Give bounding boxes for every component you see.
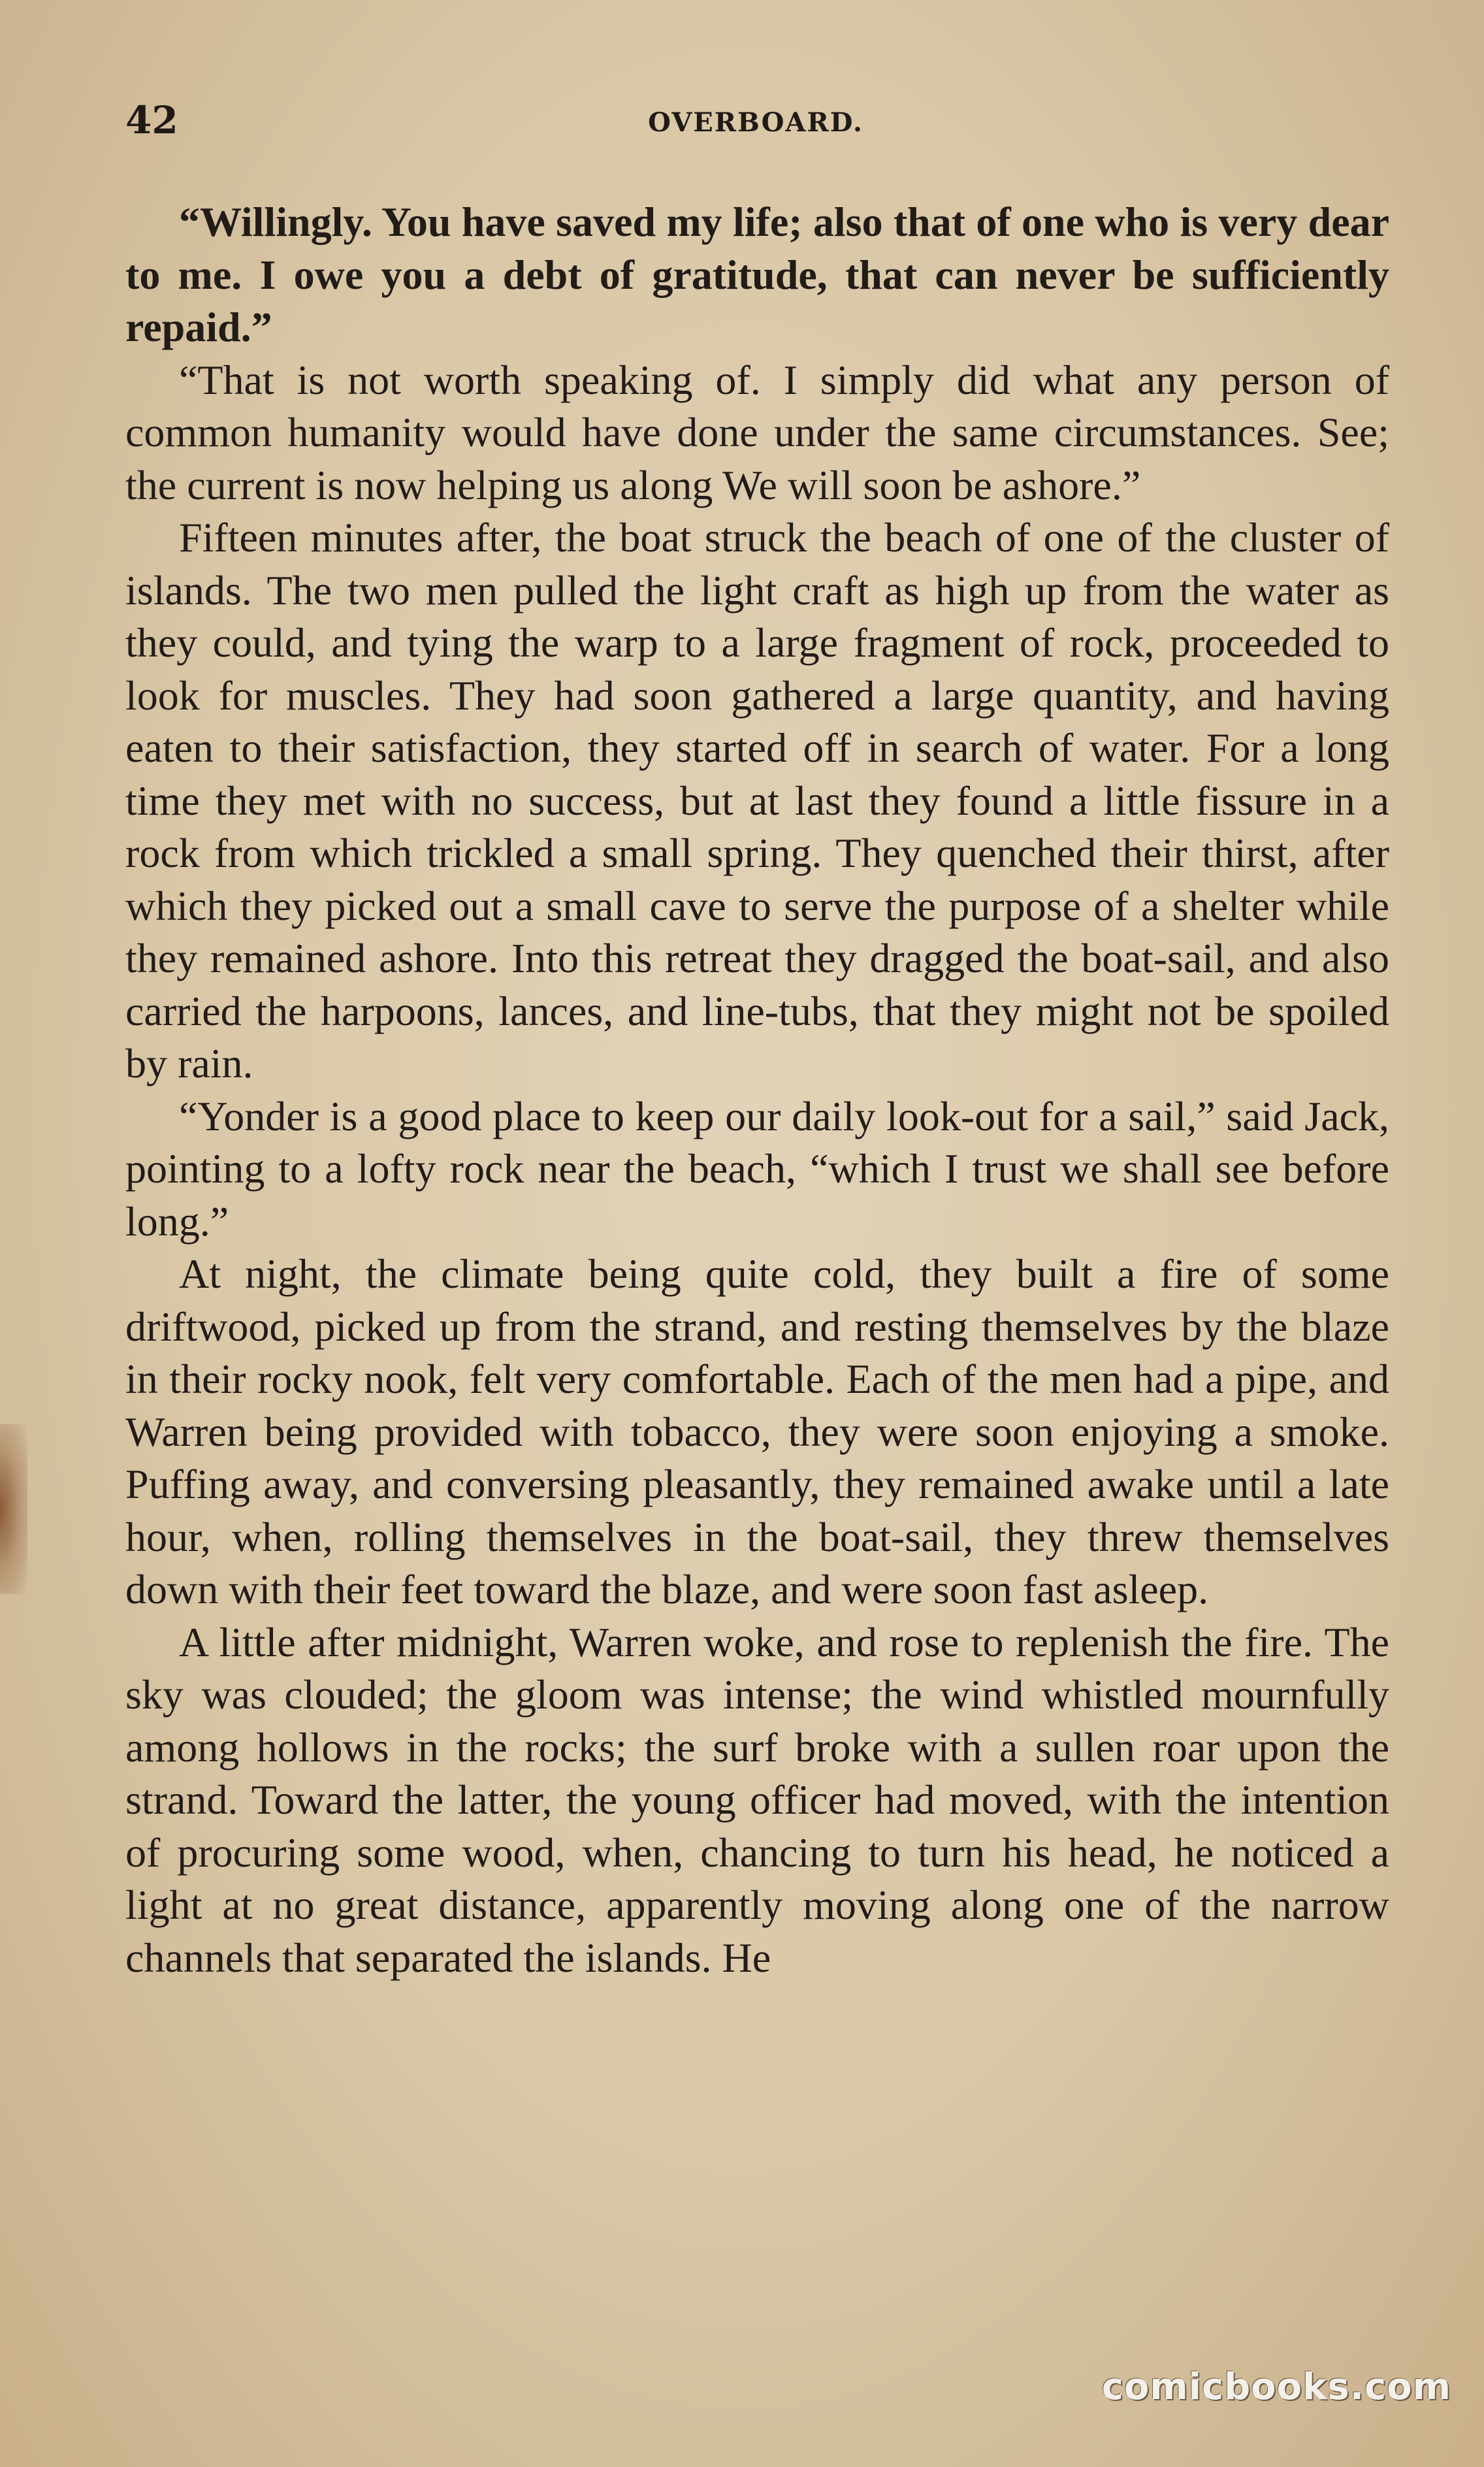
paragraph: A little after midnight, Warren woke, and rose to replenish the fire. The sky was clouded; the gloom was intense; the wind whistled mournfully among hollows in the rocks; the surf broke with a sullen roar upon the strand. Toward the latter, the young officer had moved, with the intention of procuring some wood, when, chancing to turn his head, he noticed a light at no great distance, apparently moving along one of the narrow channels that separated the islands. He: [125, 1618, 1389, 1981]
paragraph: Fifteen minutes after, the boat struck the beach of one of the cluster of islands. The two men pulled the light craft as high up from the water as they could, and tying the warp to a large fragment of rock, proceeded to look for muscles. They had soon gathered a large quantity, and having eaten to their satisfaction, they started off in search of water. For a long time they met with no success, but at last they found a little fissure in a rock from which trickled a small spring. They quenched their thirst, after which they picked out a small cave to serve the purpose of a shelter while they remained ashore. Into this retreat they dragged the boat-sail, and also carried the harpoons, lances, and line-tubs, that they might not be spoiled by rain.: [125, 514, 1389, 1086]
running-title: OVERBOARD.: [648, 107, 863, 138]
paragraph: “Willingly. You have saved my life; also that of one who is very dear to me. I owe you a debt of gratitude, that can never be sufficiently repaid.”: [125, 199, 1389, 350]
page-header: [125, 98, 1386, 150]
paragraph: “Yonder is a good place to keep our daily look-out for a sail,” said Jack, pointing to a lofty rock near the beach, “which I trust we shall see before long.”: [125, 1092, 1389, 1245]
page-number: 42: [125, 98, 178, 142]
paragraph: “That is not worth speaking of. I simply did what any person of common humanity would have done under the same circumstances. See; the current is now helping us along We will soon be ashore.”: [125, 356, 1389, 508]
site-watermark: comicbooks.com: [1101, 2366, 1451, 2408]
body-text: [125, 196, 1389, 1984]
page-stain: [0, 1424, 27, 1594]
paragraph: At night, the climate being quite cold, they built a fire of some driftwood, picked up from the strand, and resting themselves by the blaze in their rocky nook, felt very comfortable. Each of the men had a pipe, and Warren being provided with tobacco, they were soon enjoying a smoke. Puffing away, and conversing pleasantly, they remained awake until a late hour, when, rolling themselves in the boat-sail, they threw themselves down with their feet toward the blaze, and were soon fast asleep.: [125, 1250, 1389, 1612]
